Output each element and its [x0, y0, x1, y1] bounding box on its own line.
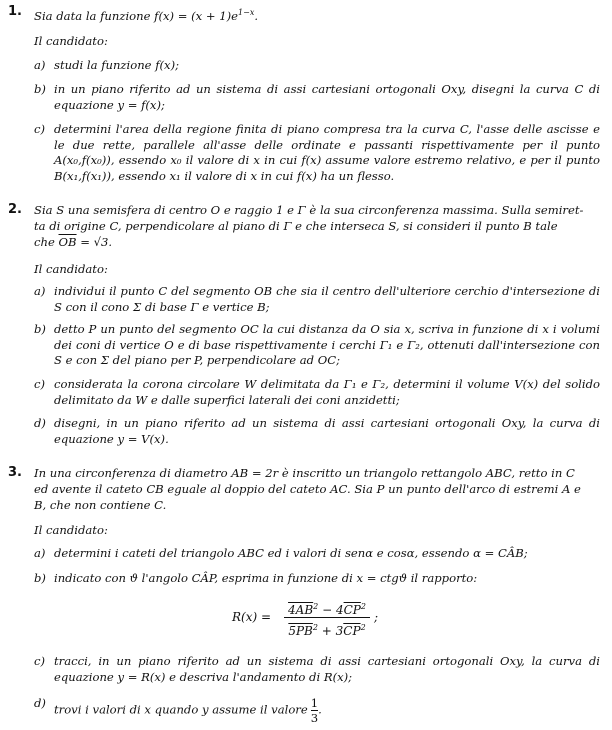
item-label: a)	[34, 284, 46, 298]
item-text: determini i cateti del triangolo ABC ed i valori di senα e cosα, essendo α = CÂB;	[54, 546, 528, 560]
problem-1-number: 1.	[8, 4, 22, 19]
item-label: d)	[34, 696, 46, 710]
problem-2-item-c	[34, 377, 600, 408]
problem-3-statement-line-3: B, che non contiene C.	[34, 498, 167, 512]
formula-tail: ;	[374, 610, 379, 624]
problem-3-number: 3.	[8, 465, 22, 480]
numerator-term-a: 4AB	[288, 603, 314, 617]
exponent: 2	[313, 602, 319, 611]
problem-3-item-b	[34, 571, 600, 587]
item-text: in un piano riferito ad un sistema di assi cartesiani ortogonali Oxy, disegni la curva C di equazione y = f(x);	[54, 82, 600, 112]
one-third-fraction	[311, 696, 318, 725]
problem-2-statement-line-3	[34, 235, 606, 251]
problem-2-item-b	[34, 322, 600, 369]
item-label: d)	[34, 416, 46, 430]
denominator-term-b: $\overline{CP}$	[343, 624, 361, 638]
problem-2-candidate: Il candidato:	[34, 262, 108, 276]
problem-1-statement-end: .	[254, 8, 259, 23]
problem-2-statement-post: = √3.	[76, 235, 113, 249]
problem-1-candidate: Il candidato:	[34, 34, 108, 48]
fraction-num: 1	[310, 696, 319, 710]
item-label: a)	[34, 546, 46, 560]
item-text: studi la funzione f(x);	[54, 58, 180, 72]
item-label: c)	[34, 122, 46, 136]
item-text: determini l'area della regione finita di piano compresa tra la curva C, l'asse delle ascisse e le due rette, parallele all'asse delle ordinate e passanti rispettivamente per il punto A(x₀,f(x₀)), essendo x₀ il valore di x in cui f(x) assume valore estremo relativo, e per il punto B(x₁,f(x₁)), essendo x₁ il valore di x in cui f(x) ha un flesso.	[54, 122, 600, 183]
item-text: individui il punto C del segmento OB che sia il centro dell'ulteriore cerchio d'intersezione di S con il cono Σ di base Γ e vertice B;	[54, 284, 600, 314]
problem-1-statement	[34, 5, 606, 24]
formula-fraction	[284, 598, 370, 637]
problem-1-statement-text: Sia data la funzione f(x) = (x + 1)e	[34, 8, 239, 23]
item-label: c)	[34, 654, 46, 668]
exponent: 2	[360, 602, 366, 611]
problem-1-item-a	[34, 58, 600, 74]
item-text: detto P un punto del segmento OC la cui distanza da O sia x, scriva in funzione di x i volumi dei coni di vertice O e di base rispettivamente i cerchi Γ₁ e Γ₂, ottenuti dall'intersezione con S e con Σ del piano per P, perpendicolare ad OC;	[54, 322, 600, 368]
problem-3-item-d	[34, 696, 600, 725]
exponent: 2	[360, 623, 366, 632]
item-text: considerata la corona circolare W delimitata da Γ₁ e Γ₂, determini il volume V(x) del solido delimitato da W e dalle superfici laterali dei coni anzidetti;	[54, 377, 600, 407]
item-label: b)	[34, 82, 46, 96]
numerator-term-b: $\overline{CP}$	[343, 603, 361, 617]
item-text	[54, 696, 600, 725]
formula-numerator	[284, 598, 370, 616]
problem-3-statement-line-2: ed avente il cateto CB eguale al doppio del cateto AC. Sia P un punto dell'arco di estremi A e	[34, 482, 581, 496]
item-d-end: .	[318, 702, 322, 717]
item-label: b)	[34, 571, 46, 585]
problem-2-statement-line-2: ta di origine C, perpendicolare al piano di Γ e che interseca S, si consideri il punto B tale	[34, 219, 558, 233]
fraction-bar	[284, 617, 370, 618]
problem-2-item-d	[34, 416, 600, 447]
problem-2-statement-line-1: Sia S una semisfera di centro O e raggio 1 e Γ è la sua circonferenza massima. Sulla semiret-	[34, 203, 584, 217]
exponent: 2	[312, 623, 318, 632]
item-label: c)	[34, 377, 46, 391]
problem-2-number: 2.	[8, 202, 22, 217]
ratio-formula	[232, 598, 412, 640]
denominator-sep: + 3	[317, 624, 344, 638]
item-text: indicato con ϑ l'angolo CÂP, esprima in funzione di x = ctgϑ il rapporto:	[54, 571, 478, 585]
problem-3-item-c	[34, 654, 600, 685]
formula-lhs: R(x) =	[232, 610, 272, 624]
problem-3-item-a	[34, 546, 600, 562]
problem-2-ob-segment: $\overline{OB}$	[58, 235, 77, 249]
item-text: tracci, in un piano riferito ad un sistema di assi cartesiani ortogonali Oxy, la curva di equazione y = R(x) e descriva l'andamento di R(x);	[54, 654, 600, 684]
formula-denominator	[284, 619, 370, 637]
item-text: disegni, in un piano riferito ad un sistema di assi cartesiani ortogonali Oxy, la curva di equazione y = V(x).	[54, 416, 600, 446]
fraction-den: 3	[310, 711, 319, 725]
item-label: b)	[34, 322, 46, 336]
problem-1-exponent: 1−x	[238, 8, 255, 17]
numerator-sep: − 4	[318, 603, 344, 617]
problem-3-statement-line-1: In una circonferenza di diametro AB = 2r è inscritto un triangolo rettangolo ABC, retto in C	[34, 466, 575, 480]
problem-2-statement-pre: che	[34, 235, 59, 249]
problem-1-item-c	[34, 122, 600, 184]
item-label: a)	[34, 58, 46, 72]
denominator-term-a: 5PB	[288, 624, 313, 638]
problem-3-candidate: Il candidato:	[34, 523, 108, 537]
item-d-text: trovi i valori di x quando y assume il valore	[54, 702, 308, 717]
problem-2-item-a	[34, 284, 600, 315]
problem-1-item-b	[34, 82, 600, 113]
